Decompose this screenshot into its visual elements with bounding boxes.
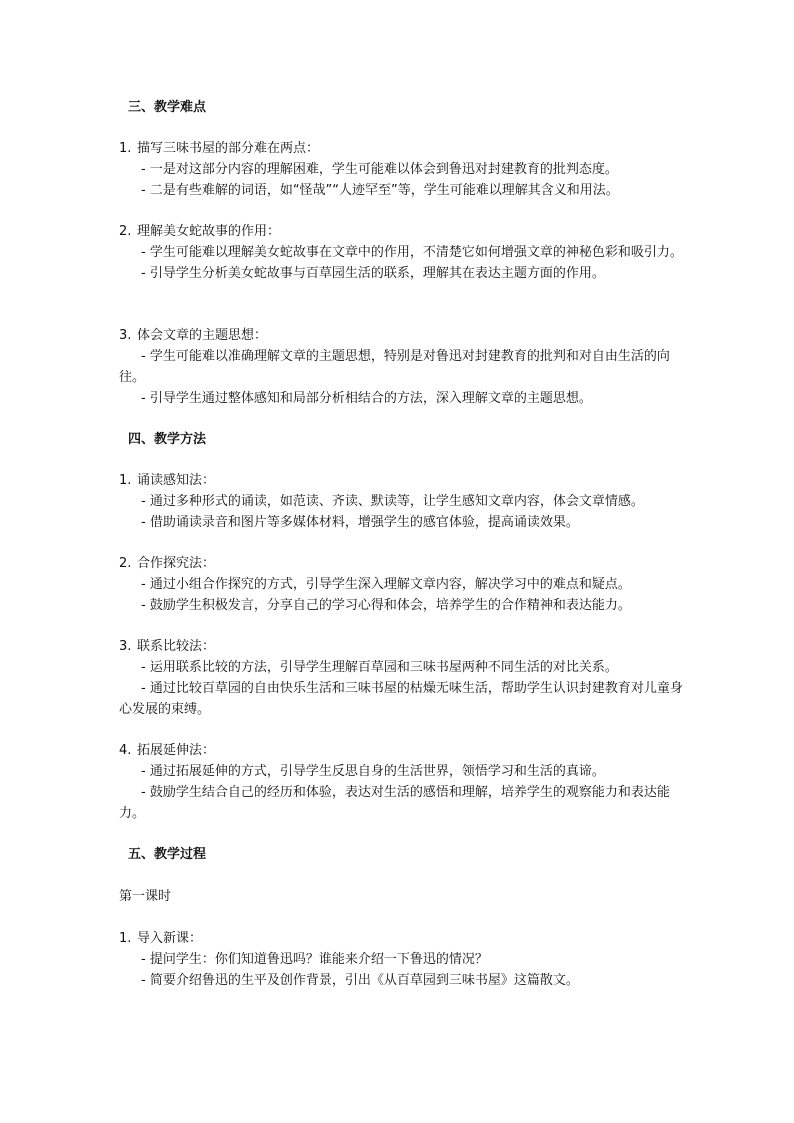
item-title	[119, 740, 685, 761]
item-title	[119, 138, 685, 159]
item-title-text: 拓展延伸法：	[137, 743, 216, 758]
section-heading-process: 五、教学过程	[128, 847, 207, 862]
item-title	[119, 325, 685, 346]
list-item	[119, 740, 685, 824]
bullet-text: - 通过拓展延伸的方式，引导学生反思自身的生活世界，领悟学习和生活的真谛。	[141, 764, 605, 779]
item-number: 4.	[119, 743, 132, 758]
section-heading-methods: 四、教学方法	[128, 432, 207, 447]
bullet-text: - 借助诵读录音和图片等多媒体材料，增强学生的感官体验，提高诵读效果。	[141, 515, 579, 530]
bullet-text: - 鼓励学生结合自己的经历和体验，表达对生活的感悟和理解，培养学生的观察能力和表达能力。	[119, 785, 670, 821]
item-number: 1.	[119, 931, 132, 946]
bullet-text: - 通过多种形式的诵读，如范读、齐读、默读等，让学生感知文章内容，体会文章情感。	[141, 494, 644, 509]
list-item	[119, 553, 685, 616]
item-title	[119, 470, 685, 491]
bullet-text: - 学生可能难以准确理解文章的主题思想，特别是对鲁迅对封建教育的批判和对自由生活的向往。	[119, 349, 670, 385]
item-number: 2.	[119, 224, 132, 239]
bullet-text: - 学生可能难以理解美女蛇故事在文章中的作用，不清楚它如何增强文章的神秘色彩和吸引力。	[141, 245, 683, 260]
item-title	[119, 928, 685, 949]
bullet-text: - 提问学生：你们知道鲁迅吗？谁能来介绍一下鲁迅的情况？	[141, 952, 488, 967]
item-number: 1.	[119, 473, 132, 488]
bullet-text: - 通过比较百草园的自由快乐生活和三味书屋的枯燥无味生活，帮助学生认识封建教育对儿童身心发展的束缚。	[119, 681, 683, 717]
item-title-text: 描写三味书屋的部分难在两点：	[137, 141, 320, 156]
bullet-text: - 引导学生通过整体感知和局部分析相结合的方法，深入理解文章的主题思想。	[141, 391, 592, 406]
item-title-text: 导入新课：	[137, 931, 203, 946]
subheading-first-lesson: 第一课时	[119, 889, 172, 904]
item-title-text: 联系比较法：	[137, 639, 216, 654]
item-title	[119, 636, 685, 657]
section-heading-difficulties: 三、教学难点	[128, 100, 207, 115]
list-item	[119, 928, 685, 991]
list-item	[119, 325, 685, 409]
list-item	[119, 470, 685, 533]
item-title-text: 合作探究法：	[137, 556, 216, 571]
item-number: 3.	[119, 639, 132, 654]
item-number: 2.	[119, 556, 132, 571]
bullet-text: - 二是有些难解的词语，如“怪哉”“人迹罕至”等，学生可能难以理解其含义和用法。	[141, 183, 619, 198]
bullet-text: - 鼓励学生积极发言，分享自己的学习心得和体会，培养学生的合作精神和表达能力。	[141, 598, 631, 613]
bullet-text: - 引导学生分析美女蛇故事与百草园生活的联系，理解其在表达主题方面的作用。	[141, 266, 605, 281]
item-title-text: 体会文章的主题思想：	[137, 328, 268, 343]
bullet-text: - 简要介绍鲁迅的生平及创作背景，引出《从百草园到三味书屋》这篇散文。	[141, 973, 579, 988]
item-title-text: 诵读感知法：	[137, 473, 216, 488]
item-number: 3.	[119, 328, 132, 343]
bullet-text: - 运用联系比较的方法，引导学生理解百草园和三味书屋两种不同生活的对比关系。	[141, 660, 618, 675]
bullet-text: - 通过小组合作探究的方式，引导学生深入理解文章内容，解决学习中的难点和疑点。	[141, 577, 631, 592]
item-number: 1.	[119, 141, 132, 156]
item-title	[119, 221, 685, 242]
item-title	[119, 553, 685, 574]
list-item	[119, 138, 685, 201]
list-item	[119, 636, 685, 720]
item-title-text: 理解美女蛇故事的作用：	[137, 224, 281, 239]
list-item	[119, 221, 685, 284]
bullet-text: - 一是对这部分内容的理解困难，学生可能难以体会到鲁迅对封建教育的批判态度。	[141, 162, 618, 177]
